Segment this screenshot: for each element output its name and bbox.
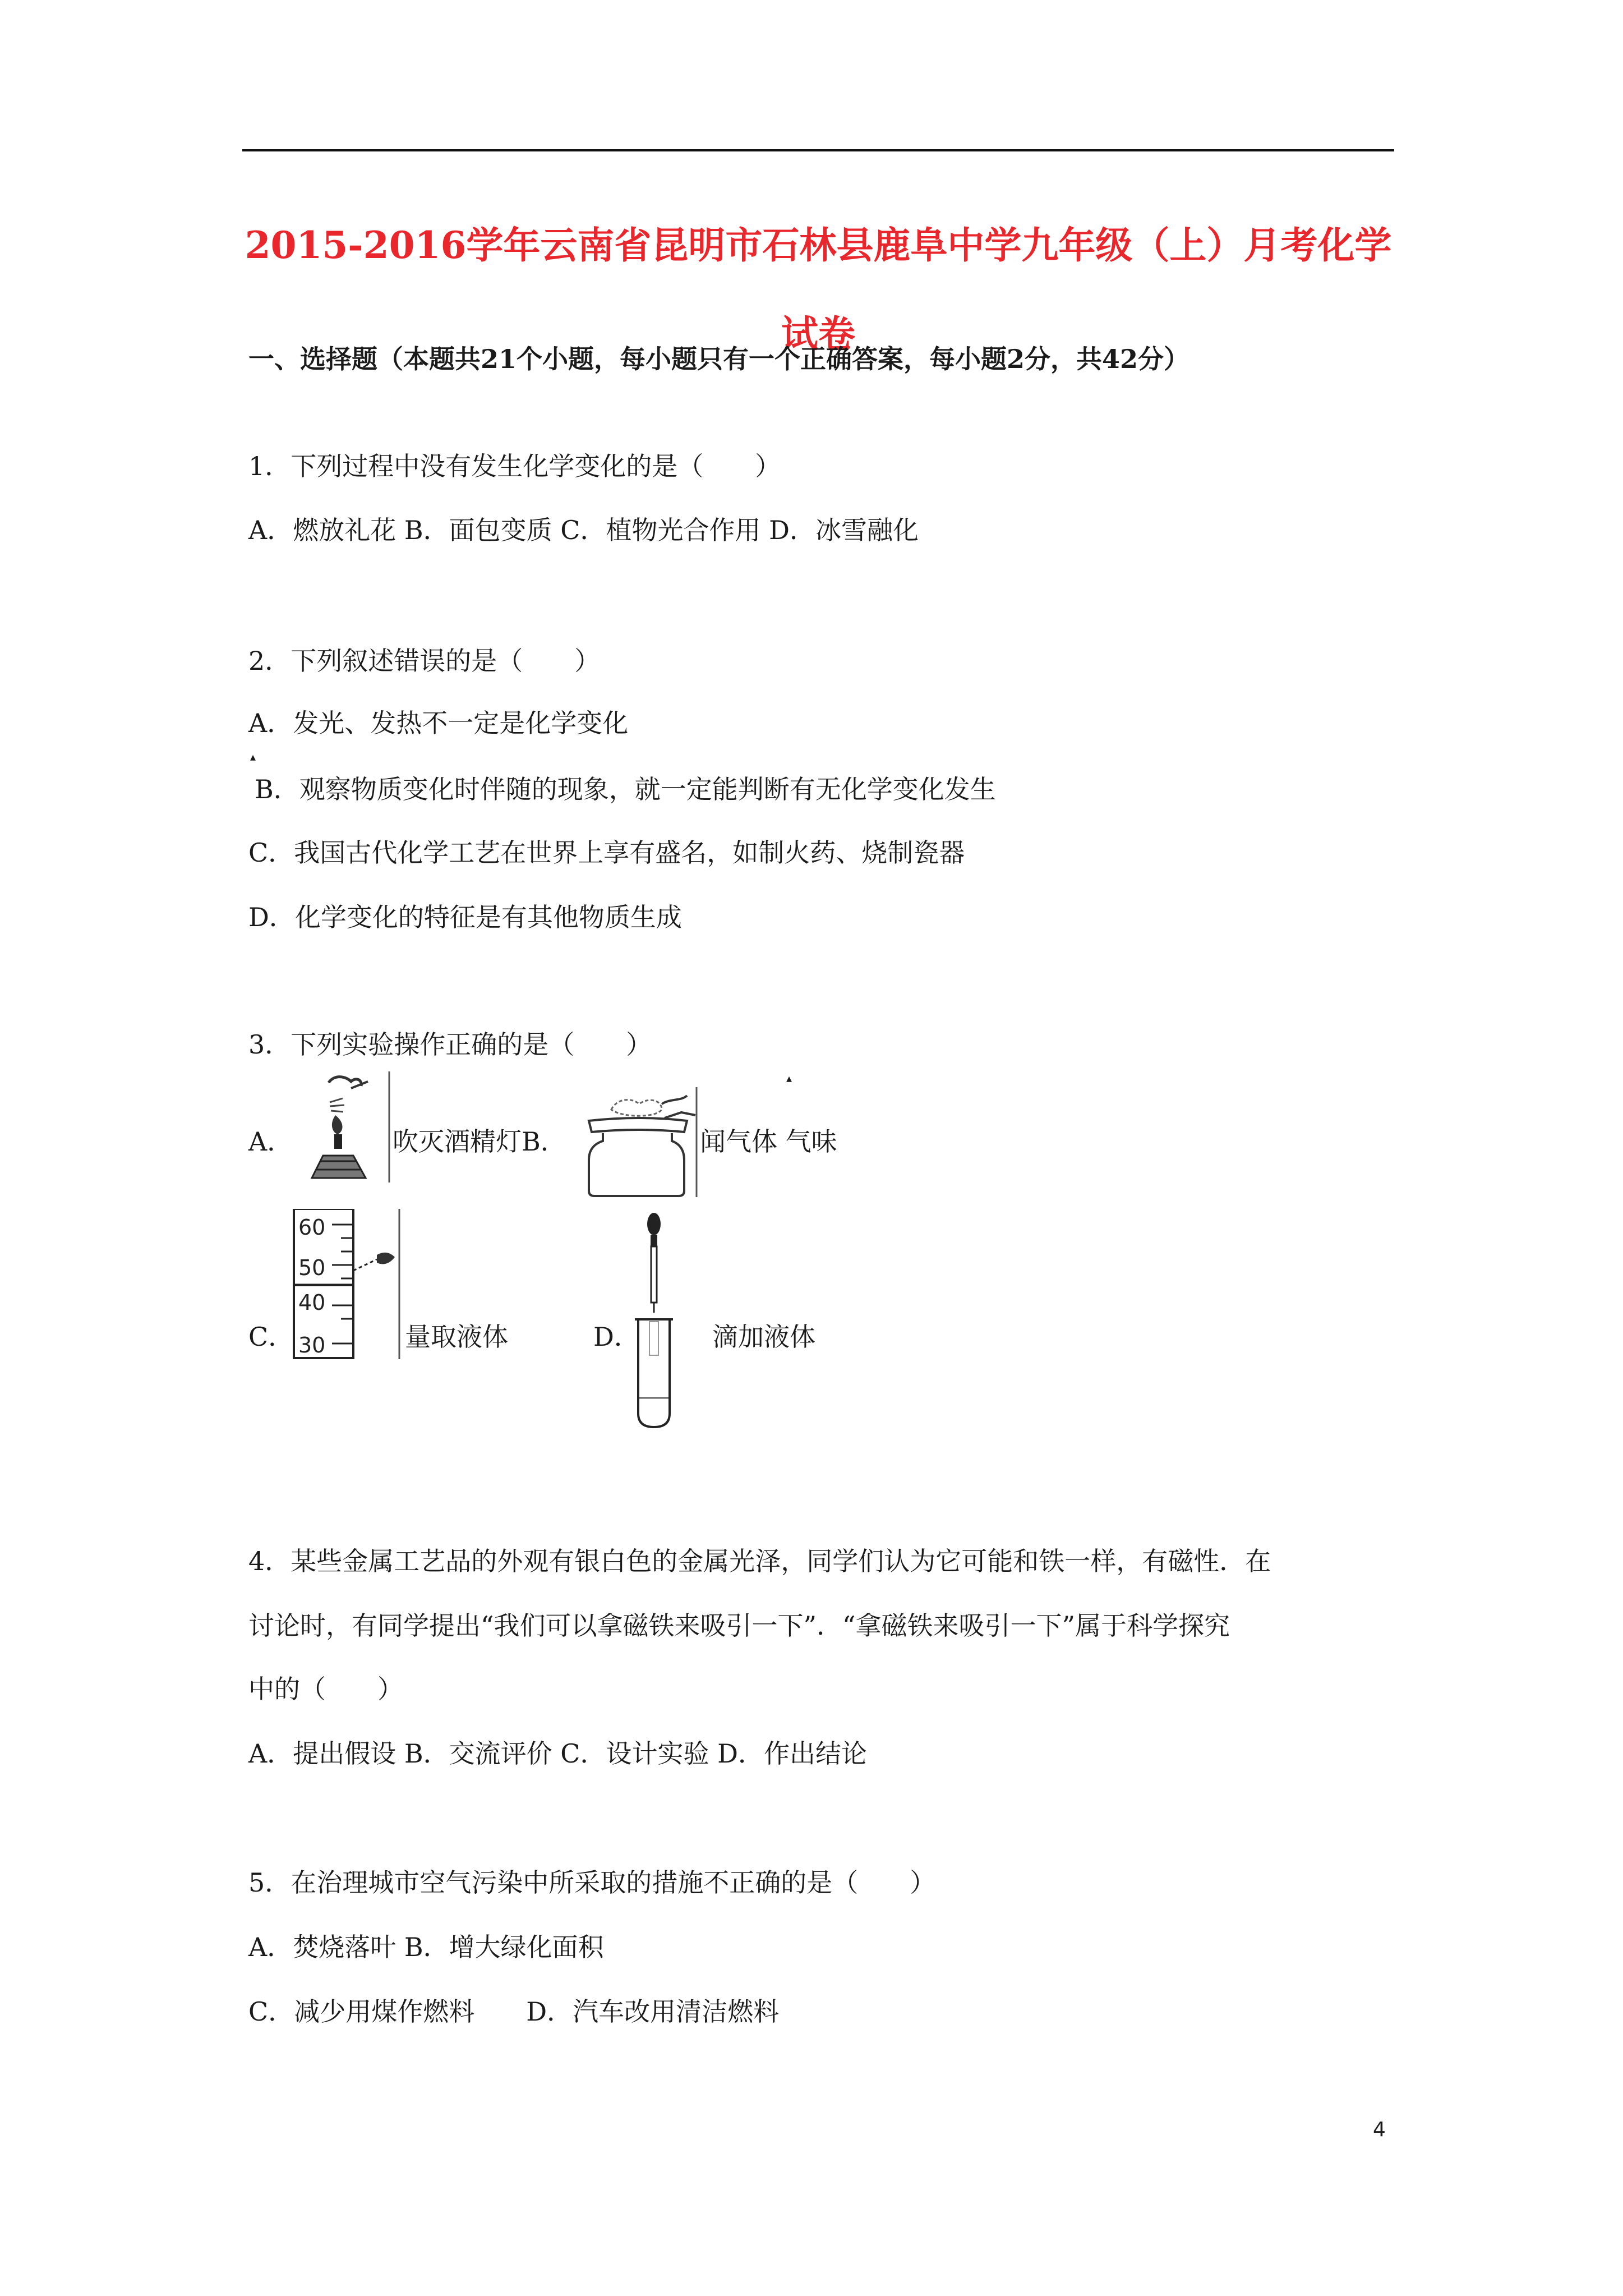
q4-stem-line-2: 讨论时，有同学提出“我们可以拿磁铁来吸引一下”．“拿磁铁来吸引一下”属于科学探究 bbox=[248, 1611, 1230, 1641]
q1-stem: 1．下列过程中没有发生化学变化的是（ ） bbox=[248, 451, 781, 481]
graduated-cylinder-figure bbox=[293, 1209, 403, 1359]
q2-stem: 2．下列叙述错误的是（ ） bbox=[248, 646, 601, 676]
q5-options-ab: A．焚烧落叶 B．增大绿化面积 bbox=[248, 1932, 604, 1962]
q2-option-d: D．化学变化的特征是有其他物质生成 bbox=[248, 902, 682, 932]
cylinder-tick-60: 60 bbox=[298, 1215, 326, 1240]
speck-mark-2: ▴ bbox=[786, 1071, 792, 1085]
q5-stem: 5．在治理城市空气污染中所采取的措施不正确的是（ ） bbox=[248, 1867, 936, 1898]
section-heading: 一、选择题（本题共21个小题，每小题只有一个正确答案，每小题2分，共42分） bbox=[248, 344, 1190, 374]
q4-options: A．提出假设 B．交流评价 C．设计实验 D．作出结论 bbox=[248, 1738, 867, 1769]
q3-option-b-text: 闻气体 气味 bbox=[700, 1126, 837, 1157]
cylinder-tick-30: 30 bbox=[298, 1333, 326, 1358]
q3-option-c-letter: C． bbox=[248, 1322, 294, 1352]
exam-title-line-1: 2015-2016学年云南省昆明市石林县鹿阜中学九年级（上）月考化学 bbox=[245, 223, 1392, 267]
dropper-test-tube-figure bbox=[634, 1212, 679, 1429]
cylinder-tick-40: 40 bbox=[298, 1290, 326, 1315]
q2-option-b: B．观察物质变化时伴随的现象，就一定能判断有无化学变化发生 bbox=[255, 774, 996, 804]
exam-title-line-2: 试卷 bbox=[781, 312, 855, 356]
alcohol-lamp-blowing-figure bbox=[289, 1071, 393, 1182]
q3-option-d-text: 滴加液体 bbox=[712, 1322, 815, 1352]
page-number: 4 bbox=[1373, 2118, 1386, 2141]
q4-stem-line-1: 4．某些金属工艺品的外观有银白色的金属光泽，同学们认为它可能和铁一样，有磁性．在 bbox=[248, 1546, 1271, 1576]
q3-option-d-letter: D． bbox=[593, 1322, 640, 1352]
q2-option-c: C．我国古代化学工艺在世界上享有盛名，如制火药、烧制瓷器 bbox=[248, 838, 965, 868]
q2-option-a: A．发光、发热不一定是化学变化 bbox=[248, 708, 629, 738]
q4-stem-line-3: 中的（ ） bbox=[248, 1674, 403, 1704]
q3-option-c-text: 量取液体 bbox=[405, 1322, 508, 1352]
q3-stem: 3．下列实验操作正确的是（ ） bbox=[248, 1029, 652, 1060]
header-rule bbox=[242, 149, 1394, 151]
q3-option-a-letter: A． bbox=[248, 1126, 293, 1157]
q1-options: A．燃放礼花 B．面包变质 C．植物光合作用 D．冰雪融化 bbox=[248, 515, 919, 545]
smelling-gas-figure bbox=[578, 1087, 700, 1197]
speck-mark: ▴ bbox=[250, 750, 256, 763]
q3-option-a-text: 吹灭酒精灯B． bbox=[393, 1126, 566, 1157]
cylinder-tick-50: 50 bbox=[298, 1255, 326, 1280]
q5-options-cd: C．减少用煤作燃料 D．汽车改用清洁燃料 bbox=[248, 1996, 780, 2027]
